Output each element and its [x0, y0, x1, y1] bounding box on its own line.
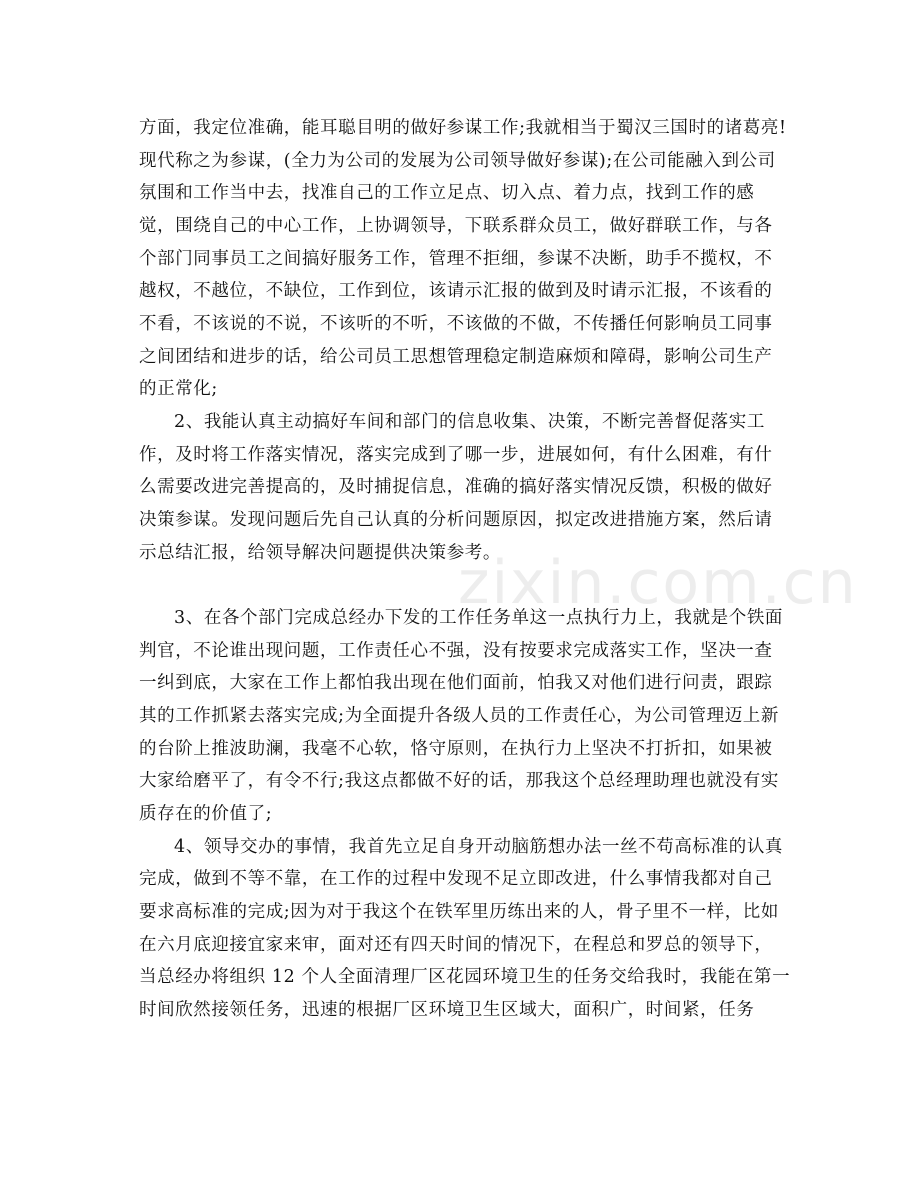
text-line: 么需要改进完善提高的，及时捕捉信息，准确的搞好落实情况反馈，积极的做好: [139, 477, 773, 497]
paragraph-first-line: 4、领导交办的事情，我首先立足自身开动脑筋想办法一丝不苟高标准的认真: [174, 837, 784, 857]
text-line: 要求高标准的完成;因为对于我这个在铁军里历练出来的人，骨子里不一样，比如: [139, 902, 779, 922]
text-line: 在六月底迎接宜家来审，面对还有四天时间的情况下，在程总和罗总的领导下，: [139, 935, 773, 955]
paragraph-first-line: 2、我能认真主动搞好车间和部门的信息收集、决策，不断完善督促落实工: [174, 412, 765, 432]
text-line: 大家给磨平了，有令不行;我这点都做不好的话，那我这个总经理助理也就没有实: [139, 771, 779, 791]
paragraph-first-line: 3、在各个部门完成总经办下发的工作任务单这一点执行力上，我就是个铁面: [174, 608, 784, 628]
text-line: 的台阶上推波助澜，我毫不心软，恪守原则，在执行力上坚决不打折扣，如果被: [139, 739, 773, 759]
text-line: 作，及时将工作落实情况，落实完成到了哪一步，进展如何，有什么困难，有什: [139, 445, 773, 465]
text-line: 现代称之为参谋，(全力为公司的发展为公司领导做好参谋);在公司能融入到公司: [139, 151, 776, 171]
text-line: 不看，不该说的不说，不该听的不听，不该做的不做，不传播任何影响员工同事: [139, 314, 773, 334]
text-line: 越权，不越位，不缺位，工作到位，该请示汇报的做到及时请示汇报，不该看的: [139, 281, 773, 301]
watermark: zixin.com.cn: [458, 548, 858, 618]
text-line: 个部门同事员工之间搞好服务工作，管理不拒细，参谋不决断，助手不揽权，不: [139, 249, 773, 269]
text-line: 质存在的价值了;: [139, 804, 273, 824]
text-line: 当总经办将组织 12 个人全面清理厂区花园环境卫生的任务交给我时，我能在第一: [139, 967, 791, 987]
text-line: 决策参谋。发现问题后先自己认真的分析问题原因，拟定改进措施方案，然后请: [139, 510, 773, 530]
text-line: 其的工作抓紧去落实完成;为全面提升各级人员的工作责任心，为公司管理迈上新: [139, 706, 779, 726]
text-line: 之间团结和进步的话，给公司员工思想管理稳定制造麻烦和障碍，影响公司生产: [139, 347, 773, 367]
text-line: 氛围和工作当中去，找准自己的工作立足点、切入点、着力点，找到工作的感: [139, 183, 755, 203]
text-line: 觉，围绕自己的中心工作，上协调领导，下联系群众员工，做好群联工作，与各: [139, 216, 773, 236]
text-line: 完成，做到不等不靠，在工作的过程中发现不足立即改进，什么事情我都对自己: [139, 869, 773, 889]
text-line: 判官，不论谁出现问题，工作责任心不强，没有按要求完成落实工作，坚决一查: [139, 641, 773, 661]
text-line: 的正常化;: [139, 379, 218, 399]
text-line: 一纠到底，大家在工作上都怕我出现在他们面前，怕我又对他们进行问责，跟踪: [139, 673, 773, 693]
text-line: 方面，我定位准确，能耳聪目明的做好参谋工作;我就相当于蜀汉三国时的诸葛亮!: [139, 118, 787, 138]
text-line: 时间欣然接领任务，迅速的根据厂区环境卫生区域大，面积广，时间紧，任务: [139, 1000, 755, 1020]
text-line: 示总结汇报，给领导解决问题提供决策参考。: [139, 543, 501, 563]
